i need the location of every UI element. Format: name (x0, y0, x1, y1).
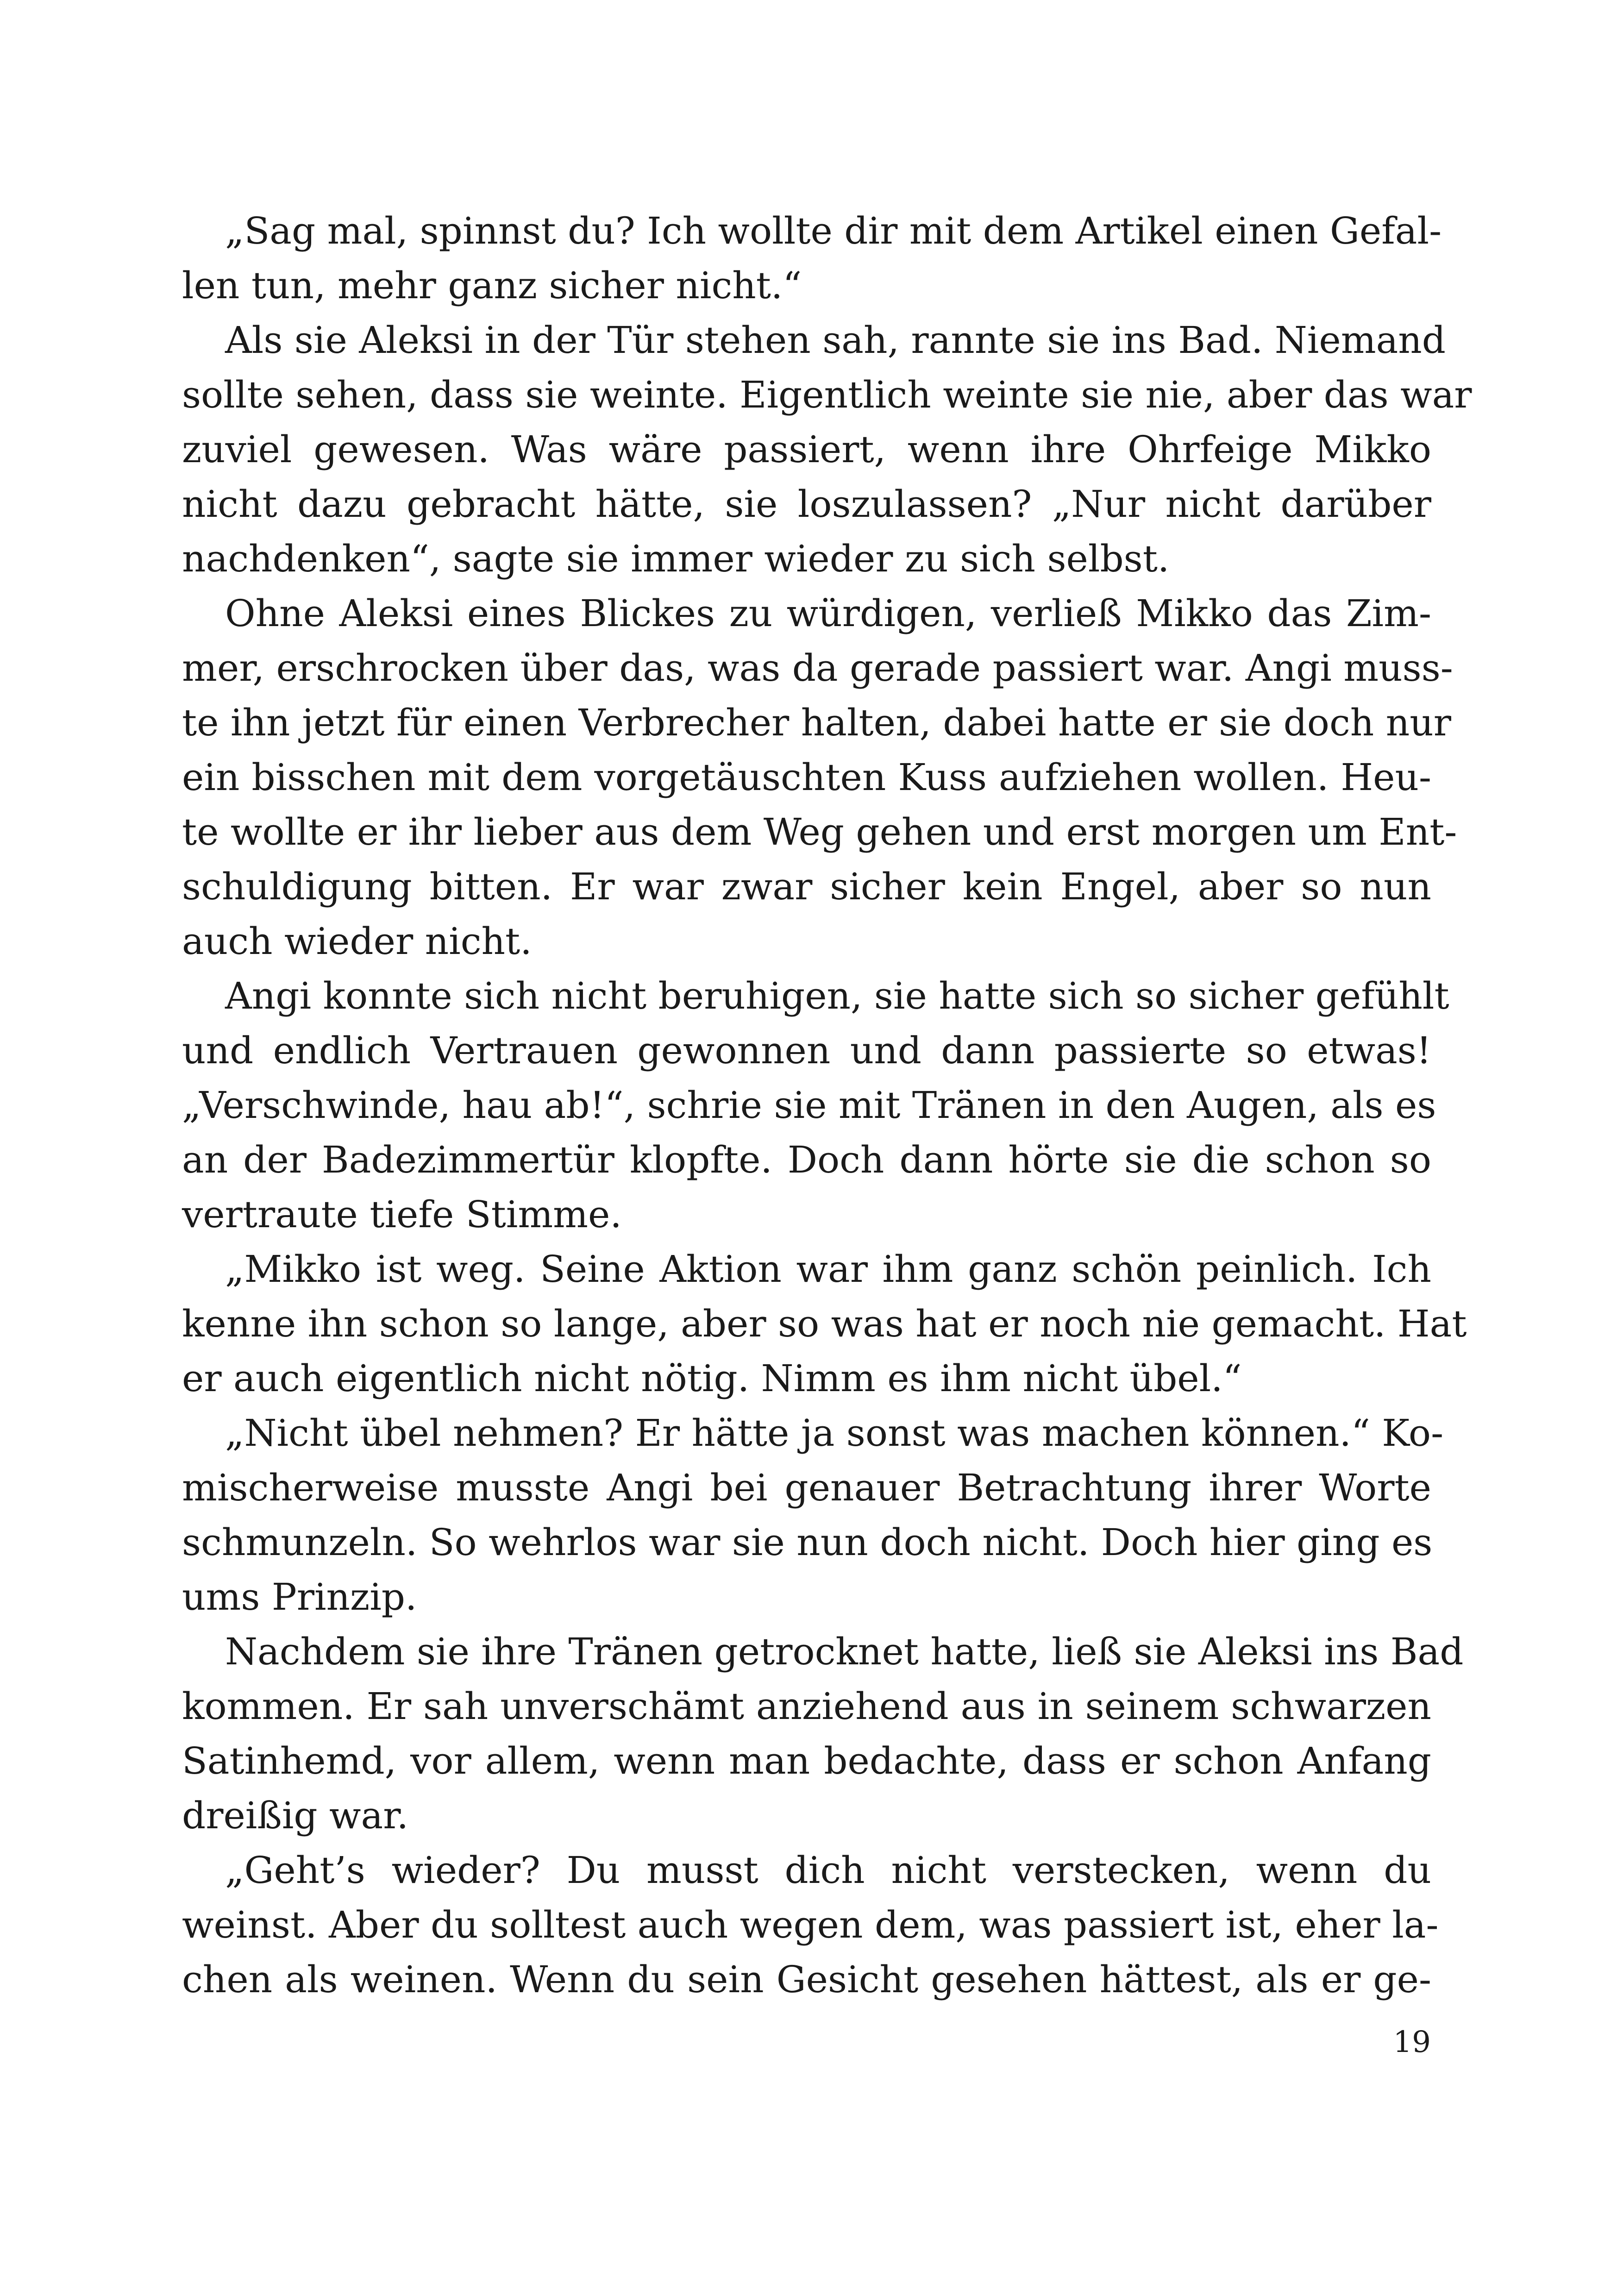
text-line: schuldigung bitten. Er war zwar sicher kein Engel, aber so nun (182, 865, 1431, 908)
text-line: Nachdem sie ihre Tränen getrocknet hatte, ließ sie Aleksi ins Bad (225, 1630, 1464, 1673)
text-line: mer, erschrocken über das, was da gerade passiert war. Angi muss- (182, 646, 1453, 690)
text-line: „Sag mal, spinnst du? Ich wollte dir mit dem Artikel einen Gefal- (225, 209, 1442, 252)
text-line: zuviel gewesen. Was wäre passiert, wenn ihre Ohrfeige Mikko (182, 428, 1431, 471)
text-line: Als sie Aleksi in der Tür stehen sah, rannte sie ins Bad. Niemand (225, 319, 1446, 362)
text-line: sollte sehen, dass sie weinte. Eigentlich weinte sie nie, aber das war (182, 373, 1472, 416)
text-line: „Nicht übel nehmen? Er hätte ja sonst was machen können.“ Ko- (225, 1411, 1444, 1455)
text-line: mischerweise musste Angi bei genauer Betrachtung ihrer Worte (182, 1466, 1431, 1509)
text-line: er auch eigentlich nicht nötig. Nimm es ihm nicht übel.“ (182, 1357, 1242, 1400)
text-line: weinst. Aber du solltest auch wegen dem, was passiert ist, eher la- (182, 1903, 1439, 1946)
text-line: Angi konnte sich nicht beruhigen, sie hatte sich so sicher gefühlt (225, 974, 1449, 1017)
page-number: 19 (1393, 2025, 1431, 2059)
text-line: kommen. Er sah unverschämt anziehend aus in seinem schwarzen (182, 1685, 1431, 1728)
text-line: Satinhemd, vor allem, wenn man bedachte, dass er schon Anfang (182, 1739, 1431, 1782)
text-line: ums Prinzip. (182, 1575, 417, 1618)
text-line: und endlich Vertrauen gewonnen und dann passierte so etwas! (182, 1029, 1431, 1072)
text-line: „Geht’s wieder? Du musst dich nicht verstecken, wenn du (225, 1849, 1431, 1892)
body-text (182, 204, 1472, 2007)
text-line: an der Badezimmertür klopfte. Doch dann hörte sie die schon so (182, 1138, 1431, 1181)
text-line: nachdenken“, sagte sie immer wieder zu sich selbst. (182, 537, 1170, 580)
text-line: dreißig war. (182, 1794, 409, 1837)
text-line: schmunzeln. So wehrlos war sie nun doch nicht. Doch hier ging es (182, 1521, 1433, 1564)
text-line: chen als weinen. Wenn du sein Gesicht gesehen hättest, als er ge- (182, 1958, 1431, 2001)
text-line: te wollte er ihr lieber aus dem Weg gehen und erst morgen um Ent- (182, 810, 1457, 853)
text-line: len tun, mehr ganz sicher nicht.“ (182, 264, 802, 307)
text-line: Ohne Aleksi eines Blickes zu würdigen, verließ Mikko das Zim- (225, 592, 1431, 635)
text-line: nicht dazu gebracht hätte, sie loszulassen? „Nur nicht darüber (182, 483, 1431, 526)
text-line: vertraute tiefe Stimme. (182, 1193, 622, 1236)
text-line: „Verschwinde, hau ab!“, schrie sie mit Tränen in den Augen, als es (182, 1084, 1436, 1127)
text-line: auch wieder nicht. (182, 920, 532, 963)
text-line: kenne ihn schon so lange, aber so was hat er noch nie gemacht. Hat (182, 1302, 1467, 1345)
text-line: ein bisschen mit dem vorgetäuschten Kuss aufziehen wollen. Heu- (182, 756, 1431, 799)
text-line: „Mikko ist weg. Seine Aktion war ihm ganz schön peinlich. Ich (225, 1248, 1431, 1291)
text-line: te ihn jetzt für einen Verbrecher halten, dabei hatte er sie doch nur (182, 701, 1452, 744)
